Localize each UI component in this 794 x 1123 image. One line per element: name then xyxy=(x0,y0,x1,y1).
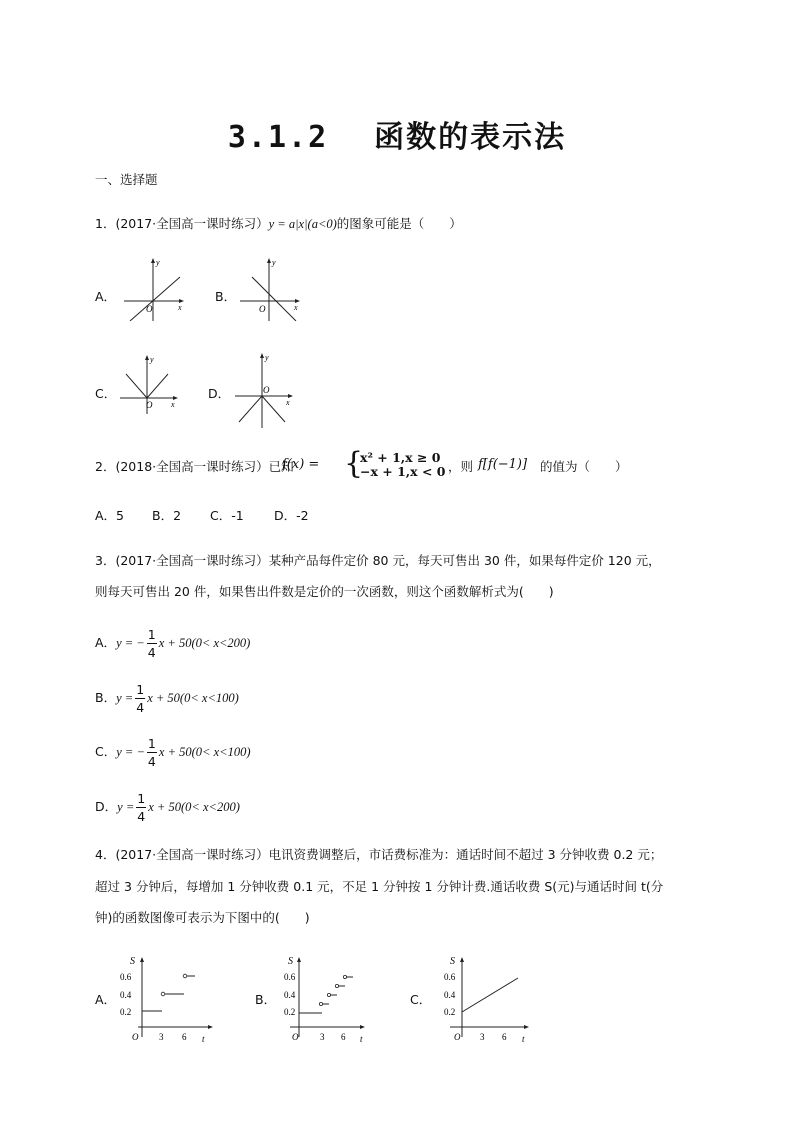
tick-0-6: 0.6 xyxy=(284,972,296,982)
s-axis-arrow xyxy=(140,957,144,962)
option-label: B． xyxy=(95,690,117,705)
q4-line-1: 4．(2017·全国高一课时练习）电讯资费调整后，市话费标准为：通话时间不超过 3 分钟收费 0.2 元； xyxy=(95,847,663,862)
q1-option-a-label[interactable]: A． xyxy=(95,289,117,304)
section-heading: 一、选择题 xyxy=(95,172,158,187)
option-label: C． xyxy=(95,744,117,759)
open-point xyxy=(327,993,330,996)
q2-case-2: −x + 1,x < 0 xyxy=(360,464,446,479)
q1-graph-b xyxy=(240,255,302,321)
tick-0-6: 0.6 xyxy=(444,972,456,982)
denominator: 4 xyxy=(137,809,146,824)
tick-6: 6 xyxy=(341,1032,346,1042)
q1-prefix: 1．(2017·全国高一课时练习） xyxy=(95,216,269,231)
q1-graph-a xyxy=(124,255,186,321)
y-label: y xyxy=(150,355,154,364)
q3-line-2: 则每天可售出 20 件，如果售出件数是定价的一次函数，则这个函数解析式为( ) xyxy=(95,584,554,599)
x-label: x xyxy=(286,398,290,407)
q2-option-c[interactable]: C．-1 xyxy=(210,508,244,523)
option-rhs: x + 50(0< x<100) xyxy=(158,745,251,759)
fraction xyxy=(147,735,157,770)
tick-3: 3 xyxy=(159,1032,164,1042)
title-text: 函数的表示法 xyxy=(374,120,567,155)
t-axis-arrow xyxy=(524,1025,529,1029)
y-axis-arrow xyxy=(267,258,271,263)
y-label: y xyxy=(272,258,276,267)
option-lhs: y = xyxy=(117,800,135,814)
q4-option-b-label[interactable]: B． xyxy=(255,992,277,1007)
q1-option-d-label[interactable]: D． xyxy=(208,386,231,401)
s-axis-arrow xyxy=(460,957,464,962)
q1-option-c-label[interactable]: C． xyxy=(95,386,117,401)
y-label: y xyxy=(156,258,160,267)
y-label: y xyxy=(265,353,269,362)
q3-option-c[interactable] xyxy=(95,733,251,771)
tick-6: 6 xyxy=(502,1032,507,1042)
denominator: 4 xyxy=(147,645,156,660)
option-label: D． xyxy=(95,799,118,814)
origin-label: O xyxy=(132,1032,139,1042)
q4-graph-b xyxy=(272,952,378,1044)
graph-line xyxy=(130,277,180,321)
title-number: 3.1.2 xyxy=(227,120,329,155)
q4-line-3: 钟)的函数图像可表示为下图中的( ) xyxy=(95,910,310,925)
denominator: 4 xyxy=(147,754,156,769)
option-lhs: y = xyxy=(116,691,134,705)
q3-option-d[interactable] xyxy=(95,788,240,826)
q1-graph-c xyxy=(120,352,182,418)
option-rhs: x + 50(0< x<100) xyxy=(147,691,239,705)
q4-option-a-label[interactable]: A． xyxy=(95,992,117,1007)
graph-line xyxy=(462,978,518,1012)
origin-label: O xyxy=(454,1032,461,1042)
y-axis-arrow xyxy=(145,355,149,360)
t-label: t xyxy=(202,1034,205,1044)
x-label: x xyxy=(294,303,298,312)
t-label: t xyxy=(360,1034,363,1044)
numerator: 1 xyxy=(136,682,145,697)
open-point xyxy=(161,992,165,996)
q2-case-1: x² + 1,x ≥ 0 xyxy=(360,450,441,465)
tick-0-4: 0.4 xyxy=(120,990,132,1000)
s-label: S xyxy=(130,956,135,967)
open-point xyxy=(343,975,346,978)
tick-0-2: 0.2 xyxy=(284,1007,296,1017)
s-label: S xyxy=(450,956,455,967)
tick-6: 6 xyxy=(182,1032,187,1042)
q3-option-a[interactable] xyxy=(95,624,250,662)
x-label: x xyxy=(178,303,182,312)
q2-fx: f(x) = xyxy=(282,457,320,472)
q2-option-d[interactable]: D．-2 xyxy=(274,508,309,523)
option-rhs: x + 50(0< x<200) xyxy=(158,636,251,650)
origin-label: O xyxy=(146,400,153,410)
q1-text xyxy=(95,214,462,234)
option-lhs: y = − xyxy=(116,636,145,650)
x-label: x xyxy=(171,400,175,409)
open-point xyxy=(183,974,187,978)
q2-prefix: 2．(2018·全国高一课时练习）已知 xyxy=(95,459,294,474)
y-axis-arrow xyxy=(151,258,155,263)
q3-line-1: 3．(2017·全国高一课时练习）某种产品每件定价 80 元，每天可售出 30 件，如果每件定价 120 元， xyxy=(95,553,661,568)
option-lhs: y = − xyxy=(116,745,145,759)
origin-label: O xyxy=(259,304,266,314)
graph-line xyxy=(252,277,296,321)
tick-0-4: 0.4 xyxy=(284,990,296,1000)
open-point xyxy=(319,1002,322,1005)
q2-ffx: f[f(−1)] xyxy=(478,457,528,472)
tick-0-4: 0.4 xyxy=(444,990,456,1000)
tick-3: 3 xyxy=(480,1032,485,1042)
s-label: S xyxy=(288,956,293,967)
q1-option-b-label[interactable]: B． xyxy=(215,289,237,304)
s-axis-arrow xyxy=(297,957,301,962)
fraction xyxy=(135,681,145,716)
q4-line-2: 超过 3 分钟后，每增加 1 分钟收费 0.1 元，不足 1 分钟按 1 分钟计费.通话收费 S(元)与通话时间 t(分 xyxy=(95,879,664,894)
q3-option-b[interactable] xyxy=(95,679,239,717)
option-label: A． xyxy=(95,635,117,650)
t-axis-arrow xyxy=(208,1025,213,1029)
q1-graph-d xyxy=(235,350,297,430)
q2-mid: ，则 xyxy=(448,459,474,474)
t-label: t xyxy=(522,1034,525,1044)
origin-label: O xyxy=(292,1032,299,1042)
tick-0-6: 0.6 xyxy=(120,972,132,982)
numerator: 1 xyxy=(147,736,156,751)
option-rhs: x + 50(0< x<200) xyxy=(148,800,240,814)
page-title xyxy=(0,112,794,156)
q4-graph-a xyxy=(112,952,218,1044)
q1-expr: y = a|x|(a<0) xyxy=(268,217,337,231)
t-axis-arrow xyxy=(360,1025,365,1029)
numerator: 1 xyxy=(147,627,156,642)
fraction xyxy=(147,626,157,661)
denominator: 4 xyxy=(136,700,145,715)
tick-3: 3 xyxy=(320,1032,325,1042)
q2-piecewise xyxy=(360,451,445,479)
q1-suffix: 的图象可能是（ ） xyxy=(336,216,462,231)
origin-label: O xyxy=(146,304,153,314)
q2-suffix: 的值为（ ） xyxy=(540,459,628,474)
y-axis-arrow xyxy=(260,353,264,358)
q2-brace: { xyxy=(344,446,364,481)
tick-0-2: 0.2 xyxy=(120,1007,132,1017)
q4-option-c-label[interactable]: C． xyxy=(410,992,432,1007)
q4-graph-c xyxy=(432,952,538,1044)
q2-option-a[interactable]: A．5 xyxy=(95,508,125,523)
fraction xyxy=(136,790,146,825)
open-point xyxy=(335,984,338,987)
numerator: 1 xyxy=(137,791,146,806)
origin-label: O xyxy=(263,385,270,395)
q2-option-b[interactable]: B．2 xyxy=(152,508,182,523)
tick-0-2: 0.2 xyxy=(444,1007,456,1017)
